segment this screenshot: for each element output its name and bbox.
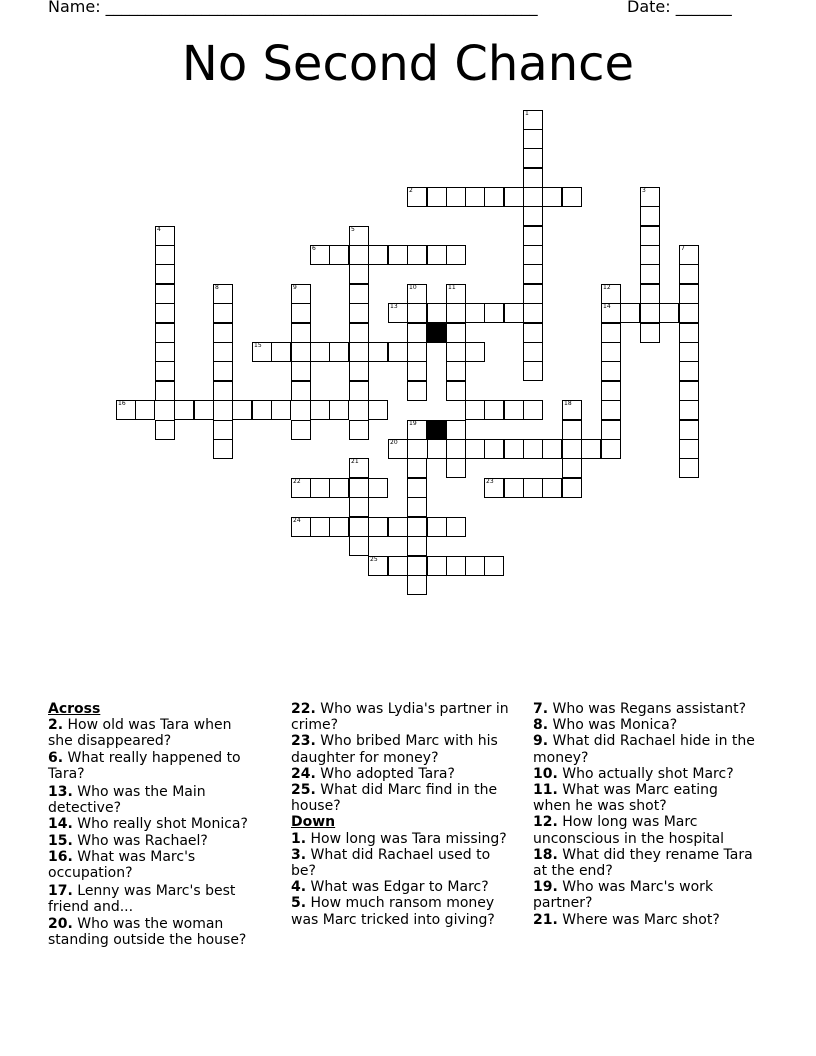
crossword-cell[interactable] (523, 168, 543, 188)
crossword-cell[interactable] (679, 400, 699, 420)
crossword-cell[interactable] (349, 381, 369, 401)
crossword-cell[interactable] (465, 342, 485, 362)
down-clue (291, 895, 516, 927)
crossword-cell[interactable] (542, 187, 562, 207)
crossword-cell[interactable] (329, 478, 349, 498)
down-clue (291, 879, 516, 895)
across-clue (48, 816, 260, 832)
crossword-cell[interactable] (349, 478, 369, 498)
crossword-cell[interactable] (407, 361, 427, 381)
crossword-cell[interactable] (562, 187, 582, 207)
crossword-cell[interactable] (523, 361, 543, 381)
crossword-cell[interactable] (349, 497, 369, 517)
clue-text: Who adopted Tara? (320, 765, 455, 782)
crossword-cell[interactable] (213, 284, 233, 304)
crossword-clue-number: 4 (157, 226, 161, 233)
crossword-cell[interactable] (523, 439, 543, 459)
crossword-cell[interactable] (388, 556, 408, 576)
crossword-cell[interactable] (329, 517, 349, 537)
clue-text: Who was the Main detective? (48, 784, 206, 817)
crossword-cell[interactable] (213, 420, 233, 440)
crossword-cell[interactable] (155, 323, 175, 343)
crossword-clue-number: 14 (603, 303, 611, 310)
clue-number: 6. (48, 749, 64, 766)
crossword-cell[interactable] (523, 400, 543, 420)
crossword-cell[interactable] (310, 245, 330, 265)
crossword-cell[interactable] (407, 536, 427, 556)
crossword-cell[interactable] (291, 284, 311, 304)
clue-number: 7. (533, 701, 549, 717)
clue-text: Where was Marc shot? (562, 911, 720, 928)
clue-number: 4. (291, 879, 307, 896)
clue-column-1 (48, 701, 260, 948)
clue-text: Who was Monica? (552, 717, 678, 734)
crossword-clue-number: 7 (681, 245, 685, 252)
clue-column-2 (291, 701, 516, 928)
crossword-cell[interactable] (368, 517, 388, 537)
down-clue (533, 733, 758, 765)
crossword-cell[interactable] (679, 361, 699, 381)
clue-number: 17. (48, 883, 73, 900)
crossword-cell[interactable] (581, 439, 601, 459)
crossword-cell[interactable] (349, 536, 369, 556)
crossword-cell[interactable] (523, 284, 543, 304)
crossword-cell[interactable] (679, 420, 699, 440)
clue-number: 18. (533, 846, 558, 863)
clue-number: 11. (533, 782, 558, 799)
clue-text: How long was Marc unconscious in the hospital (533, 814, 725, 847)
across-clue (291, 766, 516, 782)
crossword-cell[interactable] (659, 303, 679, 323)
crossword-cell[interactable] (407, 381, 427, 401)
crossword-cell[interactable] (446, 245, 466, 265)
crossword-cell[interactable] (523, 110, 543, 130)
crossword-cell[interactable] (213, 323, 233, 343)
crossword-cell[interactable] (679, 439, 699, 459)
clue-number: 13. (48, 784, 73, 801)
crossword-cell[interactable] (504, 187, 524, 207)
down-clue (533, 814, 758, 846)
crossword-cell[interactable] (446, 323, 466, 343)
crossword-cell[interactable] (388, 342, 408, 362)
crossword-cell[interactable] (349, 420, 369, 440)
crossword-black-cell (427, 420, 447, 440)
crossword-cell[interactable] (155, 381, 175, 401)
crossword-cell[interactable] (155, 284, 175, 304)
across-clue (291, 782, 516, 814)
crossword-clue-number: 8 (215, 284, 219, 291)
crossword-cell[interactable] (446, 420, 466, 440)
clue-text: What was Edgar to Marc? (310, 879, 489, 896)
across-clue (48, 849, 260, 881)
clue-text: What did Rachael hide in the money? (533, 733, 755, 766)
crossword-cell[interactable] (562, 400, 582, 420)
crossword-cell[interactable] (407, 517, 427, 537)
crossword-cell[interactable] (349, 517, 369, 537)
crossword-cell[interactable] (523, 206, 543, 226)
down-clue (533, 912, 758, 928)
across-clue (48, 750, 260, 782)
crossword-cell[interactable] (213, 342, 233, 362)
crossword-cell[interactable] (252, 400, 272, 420)
crossword-cell[interactable] (349, 226, 369, 246)
clue-text: Who was Lydia's partner in crime? (291, 701, 509, 734)
name-field-label: Name: ______________________________________________________ (48, 0, 538, 16)
crossword-cell[interactable] (484, 478, 504, 498)
crossword-cell[interactable] (679, 381, 699, 401)
clue-number: 9. (533, 733, 549, 750)
crossword-cell[interactable] (174, 400, 194, 420)
crossword-cell[interactable] (291, 303, 311, 323)
clue-text: Who was the woman standing outside the house? (48, 915, 247, 948)
crossword-cell[interactable] (446, 303, 466, 323)
crossword-cell[interactable] (213, 303, 233, 323)
crossword-cell[interactable] (446, 284, 466, 304)
crossword-cell[interactable] (679, 323, 699, 343)
crossword-cell[interactable] (329, 400, 349, 420)
clue-number: 15. (48, 832, 73, 849)
crossword-cell[interactable] (640, 323, 660, 343)
crossword-cell[interactable] (291, 517, 311, 537)
crossword-cell[interactable] (542, 478, 562, 498)
crossword-cell[interactable] (601, 342, 621, 362)
crossword-cell[interactable] (427, 439, 447, 459)
crossword-clue-number: 12 (603, 284, 611, 291)
crossword-cell[interactable] (155, 420, 175, 440)
crossword-clue-number: 22 (293, 478, 301, 485)
crossword-cell[interactable] (620, 303, 640, 323)
clue-number: 20. (48, 915, 73, 932)
crossword-cell[interactable] (155, 342, 175, 362)
crossword-cell[interactable] (484, 303, 504, 323)
page-title: No Second Chance (181, 36, 635, 92)
crossword-cell[interactable] (523, 264, 543, 284)
crossword-cell[interactable] (407, 478, 427, 498)
crossword-cell[interactable] (562, 478, 582, 498)
crossword-cell[interactable] (116, 400, 136, 420)
crossword-cell[interactable] (407, 284, 427, 304)
crossword-cell[interactable] (271, 342, 291, 362)
crossword-cell[interactable] (368, 342, 388, 362)
down-heading: Down (291, 814, 336, 831)
crossword-cell[interactable] (601, 303, 621, 323)
crossword-cell[interactable] (601, 361, 621, 381)
crossword-cell[interactable] (446, 342, 466, 362)
clue-text: How much ransom money was Marc tricked into giving? (291, 895, 495, 928)
crossword-cell[interactable] (679, 458, 699, 478)
crossword-cell[interactable] (349, 284, 369, 304)
across-clue (48, 784, 260, 816)
crossword-cell[interactable] (291, 381, 311, 401)
clue-text: How old was Tara when she disappeared? (48, 717, 232, 750)
crossword-clue-number: 23 (486, 478, 494, 485)
crossword-cell[interactable] (329, 245, 349, 265)
clue-column-3 (533, 701, 758, 928)
crossword-cell[interactable] (446, 361, 466, 381)
crossword-cell[interactable] (368, 478, 388, 498)
crossword-cell[interactable] (155, 226, 175, 246)
crossword-cell[interactable] (135, 400, 155, 420)
crossword-cell[interactable] (155, 245, 175, 265)
crossword-cell[interactable] (542, 439, 562, 459)
crossword-cell[interactable] (640, 303, 660, 323)
crossword-cell[interactable] (523, 323, 543, 343)
crossword-cell[interactable] (349, 361, 369, 381)
crossword-clue-number: 9 (293, 284, 297, 291)
crossword-clue-number: 5 (351, 226, 355, 233)
clue-number: 12. (533, 814, 558, 831)
crossword-cell[interactable] (446, 458, 466, 478)
across-clue (48, 717, 260, 749)
across-clue (48, 916, 260, 948)
crossword-cell[interactable] (465, 439, 485, 459)
crossword-cell[interactable] (562, 439, 582, 459)
crossword-clue-number: 18 (564, 400, 572, 407)
crossword-clue-number: 16 (118, 400, 126, 407)
crossword-cell[interactable] (523, 303, 543, 323)
crossword-cell[interactable] (601, 439, 621, 459)
crossword-cell[interactable] (679, 303, 699, 323)
crossword-clue-number: 15 (254, 342, 262, 349)
crossword-cell[interactable] (368, 400, 388, 420)
down-clue (533, 701, 758, 717)
crossword-cell[interactable] (407, 458, 427, 478)
crossword-cell[interactable] (679, 245, 699, 265)
crossword-clue-number: 6 (312, 245, 316, 252)
crossword-cell[interactable] (407, 303, 427, 323)
clue-text: Who really shot Monica? (77, 816, 248, 833)
clue-number: 22. (291, 701, 316, 717)
crossword-clue-number: 21 (351, 458, 359, 465)
clue-text: Who was Marc's work partner? (533, 879, 714, 912)
crossword-clue-number: 11 (448, 284, 456, 291)
crossword-clue-number: 3 (642, 187, 646, 194)
clue-text: Who bribed Marc with his daughter for money? (291, 733, 498, 766)
across-clue (48, 833, 260, 849)
crossword-cell[interactable] (194, 400, 214, 420)
crossword-cell[interactable] (679, 264, 699, 284)
down-clue (533, 847, 758, 879)
crossword-cell[interactable] (155, 264, 175, 284)
clue-number: 3. (291, 846, 307, 863)
crossword-cell[interactable] (213, 381, 233, 401)
crossword-cell[interactable] (349, 323, 369, 343)
crossword-cell[interactable] (601, 381, 621, 401)
crossword-cell[interactable] (349, 303, 369, 323)
crossword-cell[interactable] (523, 342, 543, 362)
crossword-cell[interactable] (329, 342, 349, 362)
crossword-cell[interactable] (523, 187, 543, 207)
crossword-cell[interactable] (291, 361, 311, 381)
crossword-cell[interactable] (504, 478, 524, 498)
crossword-cell[interactable] (504, 400, 524, 420)
crossword-cell[interactable] (310, 478, 330, 498)
clue-text: What did they rename Tara at the end? (533, 846, 753, 880)
crossword-cell[interactable] (679, 284, 699, 304)
crossword-cell[interactable] (523, 245, 543, 265)
crossword-cell[interactable] (484, 439, 504, 459)
across-heading: Across (48, 701, 101, 717)
crossword-cell[interactable] (427, 187, 447, 207)
crossword-cell[interactable] (640, 264, 660, 284)
across-clue (291, 701, 516, 733)
crossword-cell[interactable] (368, 245, 388, 265)
crossword-cell[interactable] (388, 517, 408, 537)
clue-text: Who was Regans assistant? (552, 701, 747, 717)
crossword-cell[interactable] (407, 420, 427, 440)
crossword-cell[interactable] (427, 245, 447, 265)
crossword-clue-number: 25 (370, 556, 378, 563)
clue-text: Who was Rachael? (77, 832, 208, 849)
crossword-clue-number: 10 (409, 284, 417, 291)
clue-number: 25. (291, 782, 316, 799)
crossword-cell[interactable] (368, 556, 388, 576)
crossword-cell[interactable] (465, 400, 485, 420)
crossword-cell[interactable] (291, 478, 311, 498)
crossword-cell[interactable] (562, 458, 582, 478)
crossword-cell[interactable] (679, 342, 699, 362)
crossword-cell[interactable] (310, 342, 330, 362)
crossword-cell[interactable] (291, 420, 311, 440)
clue-text: Who actually shot Marc? (562, 765, 734, 782)
crossword-cell[interactable] (640, 187, 660, 207)
crossword-cell[interactable] (349, 458, 369, 478)
crossword-cell[interactable] (484, 400, 504, 420)
crossword-cell[interactable] (349, 245, 369, 265)
crossword-cell[interactable] (446, 187, 466, 207)
crossword-cell[interactable] (523, 226, 543, 246)
clue-text: What was Marc's occupation? (48, 848, 196, 882)
crossword-cell[interactable] (213, 439, 233, 459)
crossword-clue-number: 2 (409, 187, 413, 194)
crossword-cell[interactable] (155, 361, 175, 381)
clue-text: What did Rachael used to be? (291, 846, 491, 880)
crossword-cell[interactable] (640, 226, 660, 246)
crossword-cell[interactable] (213, 361, 233, 381)
crossword-cell[interactable] (640, 245, 660, 265)
crossword-cell[interactable] (484, 556, 504, 576)
across-clue (291, 733, 516, 765)
crossword-cell[interactable] (155, 303, 175, 323)
crossword-cell[interactable] (427, 556, 447, 576)
down-clue (291, 847, 516, 879)
clue-number: 16. (48, 848, 73, 865)
crossword-cell[interactable] (271, 400, 291, 420)
crossword-cell[interactable] (407, 187, 427, 207)
clue-number: 14. (48, 816, 73, 833)
crossword-clue-number: 1 (525, 110, 529, 117)
crossword-cell[interactable] (349, 342, 369, 362)
clue-text: What did Marc find in the house? (291, 782, 498, 815)
crossword-cell[interactable] (601, 284, 621, 304)
clue-number: 21. (533, 911, 558, 928)
clue-number: 2. (48, 717, 64, 734)
crossword-cell[interactable] (446, 517, 466, 537)
crossword-cell[interactable] (562, 420, 582, 440)
clue-number: 24. (291, 765, 316, 782)
crossword-cell[interactable] (504, 439, 524, 459)
clue-number: 19. (533, 879, 558, 896)
crossword-clue-number: 24 (293, 517, 301, 524)
across-clue (48, 883, 260, 915)
crossword-black-cell (427, 323, 447, 343)
crossword-cell[interactable] (446, 556, 466, 576)
crossword-cell[interactable] (427, 517, 447, 537)
crossword-cell[interactable] (349, 264, 369, 284)
crossword-cell[interactable] (427, 303, 447, 323)
down-clue (291, 831, 516, 847)
date-field-label: Date: _______ (627, 0, 732, 16)
crossword-cell[interactable] (504, 303, 524, 323)
crossword-cell[interactable] (601, 400, 621, 420)
crossword-cell[interactable] (310, 517, 330, 537)
crossword-cell[interactable] (407, 575, 427, 595)
clue-number: 1. (291, 830, 307, 847)
crossword-cell[interactable] (310, 400, 330, 420)
crossword-cell[interactable] (407, 323, 427, 343)
down-clue (533, 782, 758, 814)
clue-text: Lenny was Marc's best friend and... (48, 883, 236, 916)
down-clue (533, 766, 758, 782)
crossword-cell[interactable] (465, 303, 485, 323)
crossword-cell[interactable] (601, 420, 621, 440)
crossword-clue-number: 19 (409, 420, 417, 427)
crossword-cell[interactable] (291, 323, 311, 343)
crossword-cell[interactable] (523, 478, 543, 498)
crossword-cell[interactable] (484, 187, 504, 207)
crossword-cell[interactable] (640, 284, 660, 304)
crossword-cell[interactable] (232, 400, 252, 420)
clue-text: How long was Tara missing? (310, 830, 507, 847)
crossword-cell[interactable] (407, 245, 427, 265)
crossword-cell[interactable] (640, 206, 660, 226)
clue-text: What was Marc eating when he was shot? (533, 782, 718, 815)
crossword-cell[interactable] (523, 129, 543, 149)
clue-number: 23. (291, 733, 316, 750)
down-clue (533, 879, 758, 911)
crossword-cell[interactable] (523, 148, 543, 168)
crossword-cell[interactable] (407, 497, 427, 517)
crossword-clue-number: 20 (390, 439, 398, 446)
crossword-cell[interactable] (446, 381, 466, 401)
crossword-cell[interactable] (465, 556, 485, 576)
crossword-cell[interactable] (465, 187, 485, 207)
down-clue (533, 717, 758, 733)
clue-number: 10. (533, 765, 558, 782)
crossword-cell[interactable] (388, 439, 408, 459)
crossword-cell[interactable] (252, 342, 272, 362)
crossword-cell[interactable] (446, 439, 466, 459)
crossword-cell[interactable] (407, 556, 427, 576)
clue-number: 5. (291, 895, 307, 912)
crossword-cell[interactable] (601, 323, 621, 343)
clue-text: What really happened to Tara? (48, 749, 241, 782)
clue-number: 8. (533, 717, 549, 734)
crossword-cell[interactable] (407, 342, 427, 362)
crossword-cell[interactable] (388, 245, 408, 265)
crossword-cell[interactable] (388, 303, 408, 323)
crossword-clue-number: 13 (390, 303, 398, 310)
crossword-cell[interactable] (291, 342, 311, 362)
